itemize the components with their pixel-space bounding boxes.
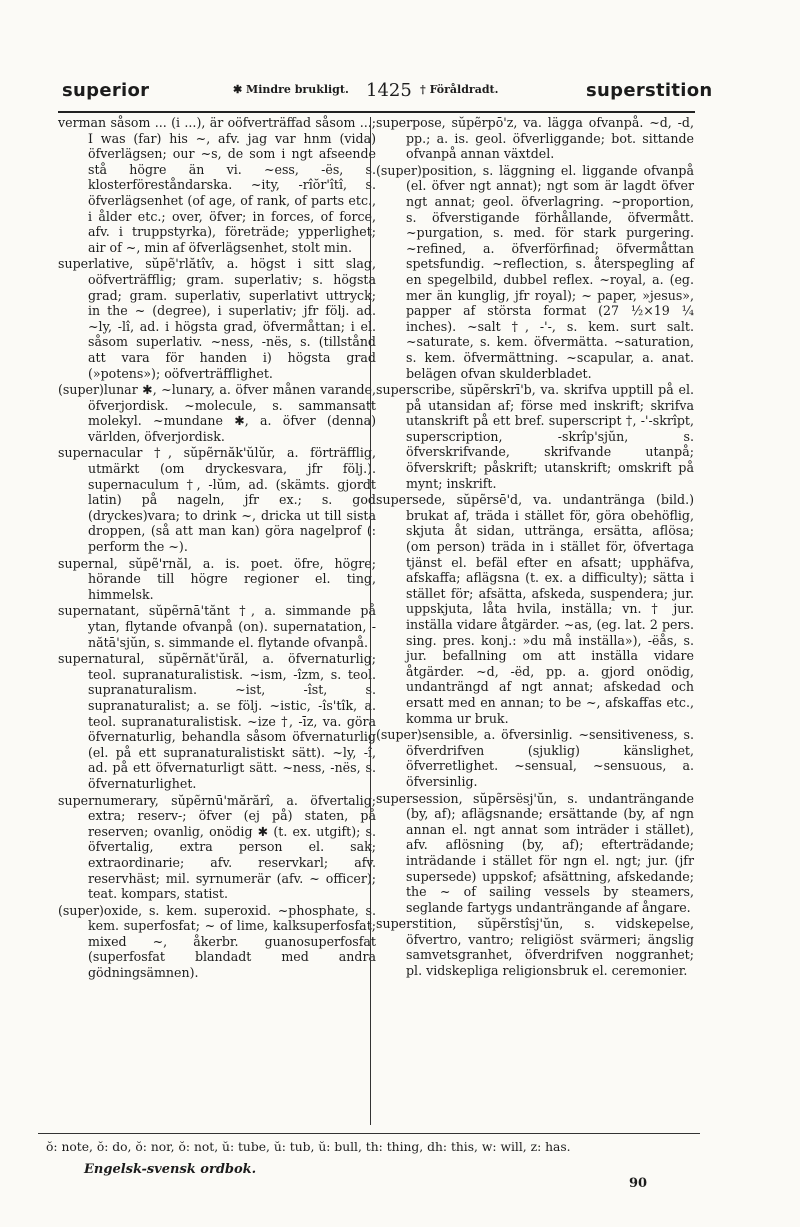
entry-superscribe: superscribe, sŭpẽrskrī'b, va. skrifva upptill på el. på utansidan af; förse med inskrift; skrifva utanskrift på ett bref. superscript †, -'-skrîpt, superscription, -skrîp'sjŭn, s. öfverskrifvande, skrifvande utanpå; öfverskrift; påskrift; utanskrift; omskrift på mynt; inskrift.: [376, 382, 694, 491]
running-header: [0, 80, 800, 114]
entry-supersession: supersession, sŭpẽrsësj'ŭn, s. undanträngande (by, af); aflägsnande; ersättande (by, af ngn annan el. ngt annat som inträder i stället), afv. aflösning (by, af); efterträdande; inträdande i stället för ngn el. ngt; jur. (jfr supersede) uppskof; afsättning, afskedande; the ~ of sailing vessels by steamers, seglande fartygs undanträngande af ångare.: [376, 790, 694, 915]
sheet-number: 90: [629, 1176, 648, 1191]
header-last-word: superstition: [586, 80, 713, 101]
header-first-word: superior: [62, 80, 150, 101]
entry-supersensible: (super)sensible, a. öfversinlig. ~sensitiveness, s. öfverdrifven (sjuklig) känslighet, öfverretlighet. ~sensual, ~sensuous, a. öfversinlig.: [376, 727, 694, 789]
page-number: 1425: [366, 80, 412, 101]
entry-supernatant: supernatant, sŭpẽrnā'tănt †, a. simmande på ytan, flytande ofvanpå (on). supernatation, -nătā'sjŭn, s. simmande el. flytande ofvanpå.: [58, 603, 376, 650]
entry-supernumerary: supernumerary, sŭpẽrnū'mărărî, a. öfvertalig; extra; reserv-; öfver (ej på) staten, på reserven; ovanlig, onödig ✱ (t. ex. utgift); s. öfvertalig, extra person el. sak; extraordinarie; afv. reservkarl; afv. reservhäst; mil. syrnumerär (afv. ~ officer); teat. kompars, statist.: [58, 792, 376, 902]
header-rule: [58, 111, 695, 113]
entry-supernatural: supernatural, sŭpẽrnăt'ŭrăl, a. öfvernaturlig; teol. supranaturalistisk. ~ism, -îzm, s. teol. supranaturalism. ~ist, -îst, s. supranaturalist; a. se följ. ~istic, -îs'tîk, a. teol. supranaturalistisk. ~ize †, -īz, va. göra öfvernaturlig, behandla såsom öfvernaturlig (el. på ett supranaturalistiskt sätt). ~ly, -î, ad. på ett öfvernaturligt sätt. ~ness, -nës, s. öfvernaturlighet.: [58, 651, 376, 791]
entry-superstition: superstition, sŭpẽrstîsj'ŭn, s. vidskepelse, öfvertro, vantro; religiöst svärmeri; ängslig samvetsgranhet, öfverdrifven noggranhet; pl. vidskepliga religionsbruk el. ceremonier.: [376, 916, 694, 979]
footer-rule: [38, 1133, 700, 1134]
left-column: [58, 115, 376, 982]
entry-supernal: supernal, sŭpẽ'rnăl, a. is. poet. öfre, högre; hörande till högre regioner el. ting, himmelsk.: [58, 555, 376, 602]
entry-superlative: superlative, sŭpẽ'rlătîv, a. högst i sitt slag, oöfverträfflig; gram. superlativ; s. högsta grad; gram. superlativ, superlativt uttryck; in the ~ (degree), i superlativ; jfr följ. ad. ~ly, -lî, ad. i högsta grad, öfvermåttan; i el. såsom superlativ. ~ness, -nës, s. (tillstånd att vara för handen i) högsta grad (»potens»); oöfverträfflighet.: [58, 256, 376, 381]
column-divider: [370, 117, 371, 1125]
entry-superposition: (super)position, s. läggning el. liggande ofvanpå (el. öfver ngt annat); ngt som är lagdt öfver ngt annat; geol. öfverlagring. ~proportion, s. öfverstigande förhållande, öfvermått. ~purgation, s. med. för stark purgering. ~refined, a. öfverförfinad; öfvermåttan spetsfundig. ~reflection, s. återspegling af en spegelbild, dubbel reflex. ~royal, a. (eg. mer än kunglig, jfr royal); ~ paper, »jesus», papper af största format (27 ½×19 ¼ inches). ~salt †, -'-, s. kem. surt salt. ~saturate, s. kem. öfvermätta. ~saturation, s. kem. öfvermättning. ~scapular, a. anat. belägen ofvan skulderbladet.: [376, 162, 694, 381]
entry-superior-cont: verman såsom ... (i ...), är oöfverträffad såsom ...; I was (far) his ~, afv. jag var hnm (vida) öfverlägsen; our ~s, de som i ngt afseende stå högre än vi. ~ess, -ës, s. klosterföreståndarska. ~ity, -rîŏr'îtî, s. öfverlägsenhet (of age, of rank, of parts etc., i ålder etc.; over, öfver; in forces, of force, afv. i truppstyrka), företräde; ypperlighet; air of ~, min af öfverlägsenhet, stolt min.: [58, 115, 376, 255]
header-rare-mark-legend: ✱ Mindre brukligt.: [233, 83, 349, 96]
header-obsolete-mark-legend: † Föråldradt.: [420, 83, 499, 96]
entry-supersede: supersede, sŭpẽrsē'd, va. undantränga (bild.) brukat af, träda i stället för, göra obehöflig, skjuta åt sidan, uttränga, ersätta, aflösa; (om person) träda in i stället för, öfvertaga tjänst el. befäl efter en afsatt; upphäfva, afskaffa; aflägsna (t. ex. a difficulty); sätta i stället för; afsätta, afskeda, suspendera; jur. uppskjuta, låta hvila, inställa; vn. † jur. inställa vidare åtgärder. ~as, (eg. lat. 2 pers. sing. pres. konj.: »du må inställa»), -ëås, s. jur. befallning om att inställa vidare åtgärder. ~d, -ëd, pp. a. gjord onödig, undanträngd af ngt annat; afskedad och ersatt med en annan; to be ~, afskaffas etc., komma ur bruk.: [376, 492, 694, 726]
right-column: [376, 115, 694, 980]
entry-superpose: superpose, sŭpẽrpō'z, va. lägga ofvanpå. ~d, -d, pp.; a. is. geol. öfverliggande; bot. sittande ofvanpå annan växtdel.: [376, 115, 694, 162]
entry-superlunar: (super)lunar ✱, ~lunary, a. öfver månen varande, öfverjordisk. ~molecule, s. sammansatt molekyl. ~mundane ✱, a. öfver (denna) världen, öfverjordisk.: [58, 382, 376, 444]
entry-supernacular: supernacular †, sŭpẽrnăk'ŭlŭr, a. förträfflig, utmärkt (om dryckesvara, jfr följ.). supernaculum †, -lŭm, ad. (skämts. gjordt latin) på nageln, jfr ex.; s. god (dryckes)vara; to drink ~, dricka ut till sista droppen, (så att man kan) göra nagelprof (: perform the ~).: [58, 445, 376, 555]
pronunciation-key: ŏ: note, ŏ: do, ŏ: nor, ŏ: not, ŭ: tube, ŭ: tub, ŭ: bull, th: thing, dh: this, w: will, z: has.: [46, 1140, 571, 1154]
entry-superoxide: (super)oxide, s. kem. superoxid. ~phosphate, s. kem. superfosfat; ~ of lime, kalksuperfosfat; mixed ~, åkerbr. guanosuperfosfat (superfosfat blandadt med andra gödningsämnen).: [58, 902, 376, 981]
book-title: Engelsk-svensk ordbok.: [84, 1162, 257, 1177]
